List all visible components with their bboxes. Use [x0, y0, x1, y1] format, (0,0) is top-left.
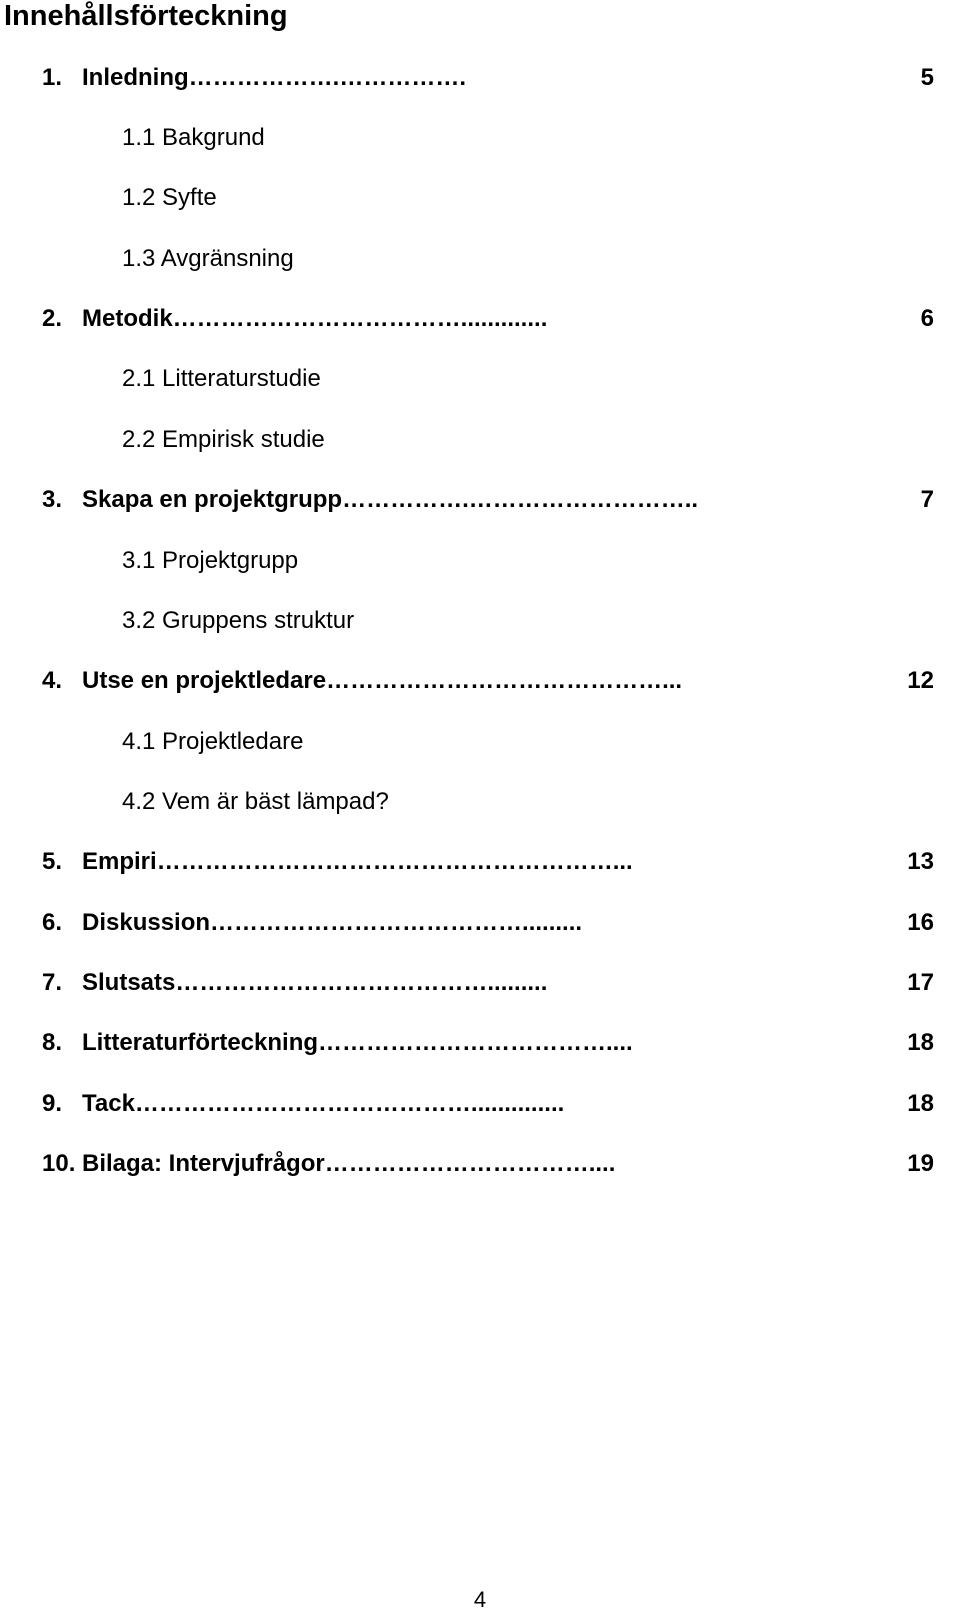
toc-subentry-syfte[interactable] — [122, 181, 822, 215]
dot-leader: …………………………………......... — [175, 969, 548, 996]
chapter-number: 6. — [42, 909, 63, 936]
chapter-number: 1. — [42, 64, 63, 91]
chapter-number: 5. — [42, 848, 63, 875]
chapter-page: 6 — [920, 305, 934, 332]
toc-entry-empiri[interactable] — [42, 845, 934, 879]
subsection-title: 2.2 Empirisk studie — [122, 426, 325, 453]
toc-subentry-avgransning[interactable] — [122, 242, 822, 276]
chapter-number: 4. — [42, 667, 63, 694]
page-number: 4 — [473, 1587, 487, 1612]
toc-entry-bilaga-intervjufragor[interactable] — [42, 1147, 934, 1181]
subsection-title: 4.2 Vem är bäst lämpad? — [122, 788, 389, 815]
toc-subentry-litteraturstudie[interactable] — [122, 362, 822, 396]
chapter-number: 9. — [42, 1090, 63, 1117]
subsection-title: 2.1 Litteraturstudie — [122, 365, 321, 392]
toc-entry-litteraturforteckning[interactable] — [42, 1026, 934, 1060]
chapter-page: 13 — [907, 848, 934, 875]
chapter-page: 16 — [907, 909, 934, 936]
subsection-title: 3.1 Projektgrupp — [122, 547, 299, 574]
subsection-title: 1.2 Syfte — [122, 184, 217, 211]
chapter-title: Diskussion — [82, 909, 211, 936]
dot-leader: …………….……………………….. — [342, 486, 699, 513]
dot-leader: ……………………………………... — [326, 667, 683, 694]
chapter-title: Metodik — [82, 305, 173, 332]
subsection-title: 4.1 Projektledare — [122, 728, 304, 755]
toc-entry-slutsats[interactable] — [42, 966, 934, 1000]
chapter-title: Tack — [82, 1090, 135, 1117]
toc-subentry-bakgrund[interactable] — [122, 121, 822, 155]
dot-leader: ……………….……………. — [188, 64, 466, 91]
toc-entry-diskussion[interactable] — [42, 906, 934, 940]
chapter-title: Litteraturförteckning — [82, 1029, 319, 1056]
chapter-title: Utse en projektledare — [82, 667, 327, 694]
chapter-page: 7 — [920, 486, 934, 513]
chapter-title: Inledning — [82, 64, 189, 91]
toc-entry-tack[interactable] — [42, 1087, 934, 1121]
toc-subentry-gruppens-struktur[interactable] — [122, 604, 822, 638]
dot-leader: …………………………………......... — [210, 909, 583, 936]
dot-leader: ……………………………….... — [318, 1029, 633, 1056]
subsection-title: 3.2 Gruppens struktur — [122, 607, 355, 634]
toc-entry-utse-en-projektledare[interactable] — [42, 664, 934, 698]
chapter-number: 7. — [42, 969, 63, 996]
chapter-page: 18 — [907, 1090, 934, 1117]
chapter-number: 2. — [42, 305, 63, 332]
chapter-page: 18 — [907, 1029, 934, 1056]
dot-leader: …………………………………………………... — [156, 848, 633, 875]
toc-heading: Innehållsförteckning — [4, 0, 288, 32]
toc-subentry-empirisk-studie[interactable] — [122, 423, 822, 457]
chapter-page: 19 — [907, 1150, 934, 1177]
toc-subentry-projektgrupp[interactable] — [122, 544, 822, 578]
subsection-title: 1.3 Avgränsning — [122, 245, 294, 272]
chapter-page: 5 — [920, 64, 934, 91]
chapter-number: 10. — [42, 1150, 76, 1177]
toc-entry-skapa-en-projektgrupp[interactable] — [42, 483, 934, 517]
subsection-title: 1.1 Bakgrund — [122, 124, 265, 151]
chapter-page: 12 — [907, 667, 934, 694]
chapter-title: Bilaga: Intervjufrågor — [82, 1150, 325, 1177]
chapter-number: 3. — [42, 486, 63, 513]
chapter-title: Slutsats — [82, 969, 176, 996]
chapter-page: 17 — [907, 969, 934, 996]
chapter-title: Skapa en projektgrupp — [82, 486, 343, 513]
toc-entry-metodik[interactable] — [42, 302, 934, 336]
toc-subentry-vem-ar-bast-lampad[interactable] — [122, 785, 822, 819]
toc-entry-inledning[interactable] — [42, 61, 934, 95]
chapter-number: 8. — [42, 1029, 63, 1056]
dot-leader: …………………………………….............. — [134, 1090, 565, 1117]
toc-subentry-projektledare[interactable] — [122, 725, 822, 759]
chapter-title: Empiri — [82, 848, 157, 875]
dot-leader: …………………………….... — [324, 1150, 616, 1177]
dot-leader: ………………………………............. — [172, 305, 548, 332]
